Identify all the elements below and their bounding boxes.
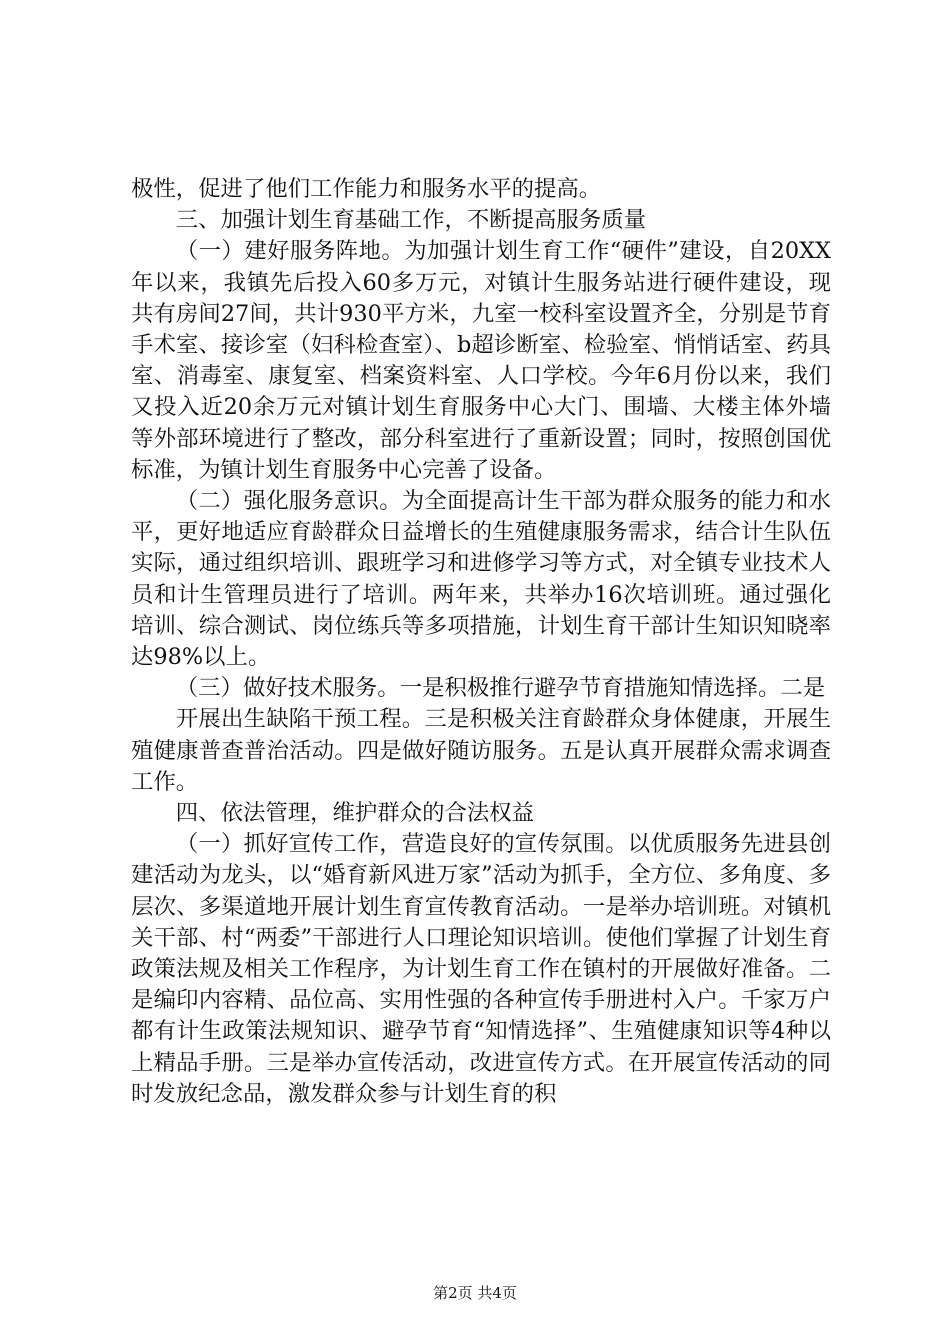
paragraph-publicity: （一）抓好宣传工作，营造良好的宣传氛围。以优质服务先进县创建活动为龙头，以“婚育新风进万家”活动为抓手，全方位、多角度、多层次、多渠道地开展计划生育宣传教育活动。一是举办培训班。对镇机关干部、村“两委”干部进行人口理论知识培训。使他们掌握了计划生育政策法规及相关工作程序，为计划生育工作在镇村的开展做好准备。二是编印内容精、品位高、实用性强的各种宣传手册进村入户。千家万户都有计生政策法规知识、避孕节育“知情选择”、生殖健康知识等4种以上精品手册。三是举办宣传活动，改进宣传方式。在开展宣传活动的同时发放纪念品，激发群众参与计划生育的积: [131, 831, 831, 1107]
paragraph-service-awareness: （二）强化服务意识。为全面提高计生干部为群众服务的能力和水平，更好地适应育龄群众日益增长的生殖健康服务需求，结合计生队伍实际，通过组织培训、跟班学习和进修学习等方式，对全镇专业技术人员和计生管理员进行了培训。两年来，共举办16次培训班。通过强化培训、综合测试、岗位练兵等多项措施，计划生育干部计生知识知晓率达98%以上。: [131, 488, 831, 671]
section-heading-4: 四、依法管理，维护群众的合法权益: [175, 800, 535, 827]
section-heading-3: 三、加强计划生育基础工作，不断提高服务质量: [175, 207, 646, 234]
paragraph-technical-service: （三）做好技术服务。一是积极推行避孕节育措施知情选择。二是: [175, 675, 826, 702]
paragraph-technical-service-cont: 开展出生缺陷干预工程。三是积极关注育龄群众身体健康，开展生殖健康普查普治活动。四是做好随访服务。五是认真开展群众需求调查工作。: [131, 706, 831, 795]
document-body: [131, 174, 831, 1110]
paragraph-service-base: （一）建好服务阵地。为加强计划生育工作“硬件”建设，自20XX年以来，我镇先后投入60多万元，对镇计生服务站进行硬件建设，现共有房间27间，共计930平方米，九室一校科室设置齐全，分别是节育手术室、接诊室（妇科检查室）、b超诊断室、检验室、悄悄话室、药具室、消毒室、康复室、档案资料室、人口学校。今年6月份以来，我们又投入近20余万元对镇计划生育服务中心大门、围墙、大楼主体外墙等外部环境进行了整改，部分科室进行了重新设置；同时，按照创国优标准，为镇计划生育服务中心完善了设备。: [131, 238, 831, 483]
paragraph-continuation: 极性，促进了他们工作能力和服务水平的提高。: [131, 176, 602, 202]
page-footer: 第2页 共4页: [433, 1284, 517, 1302]
